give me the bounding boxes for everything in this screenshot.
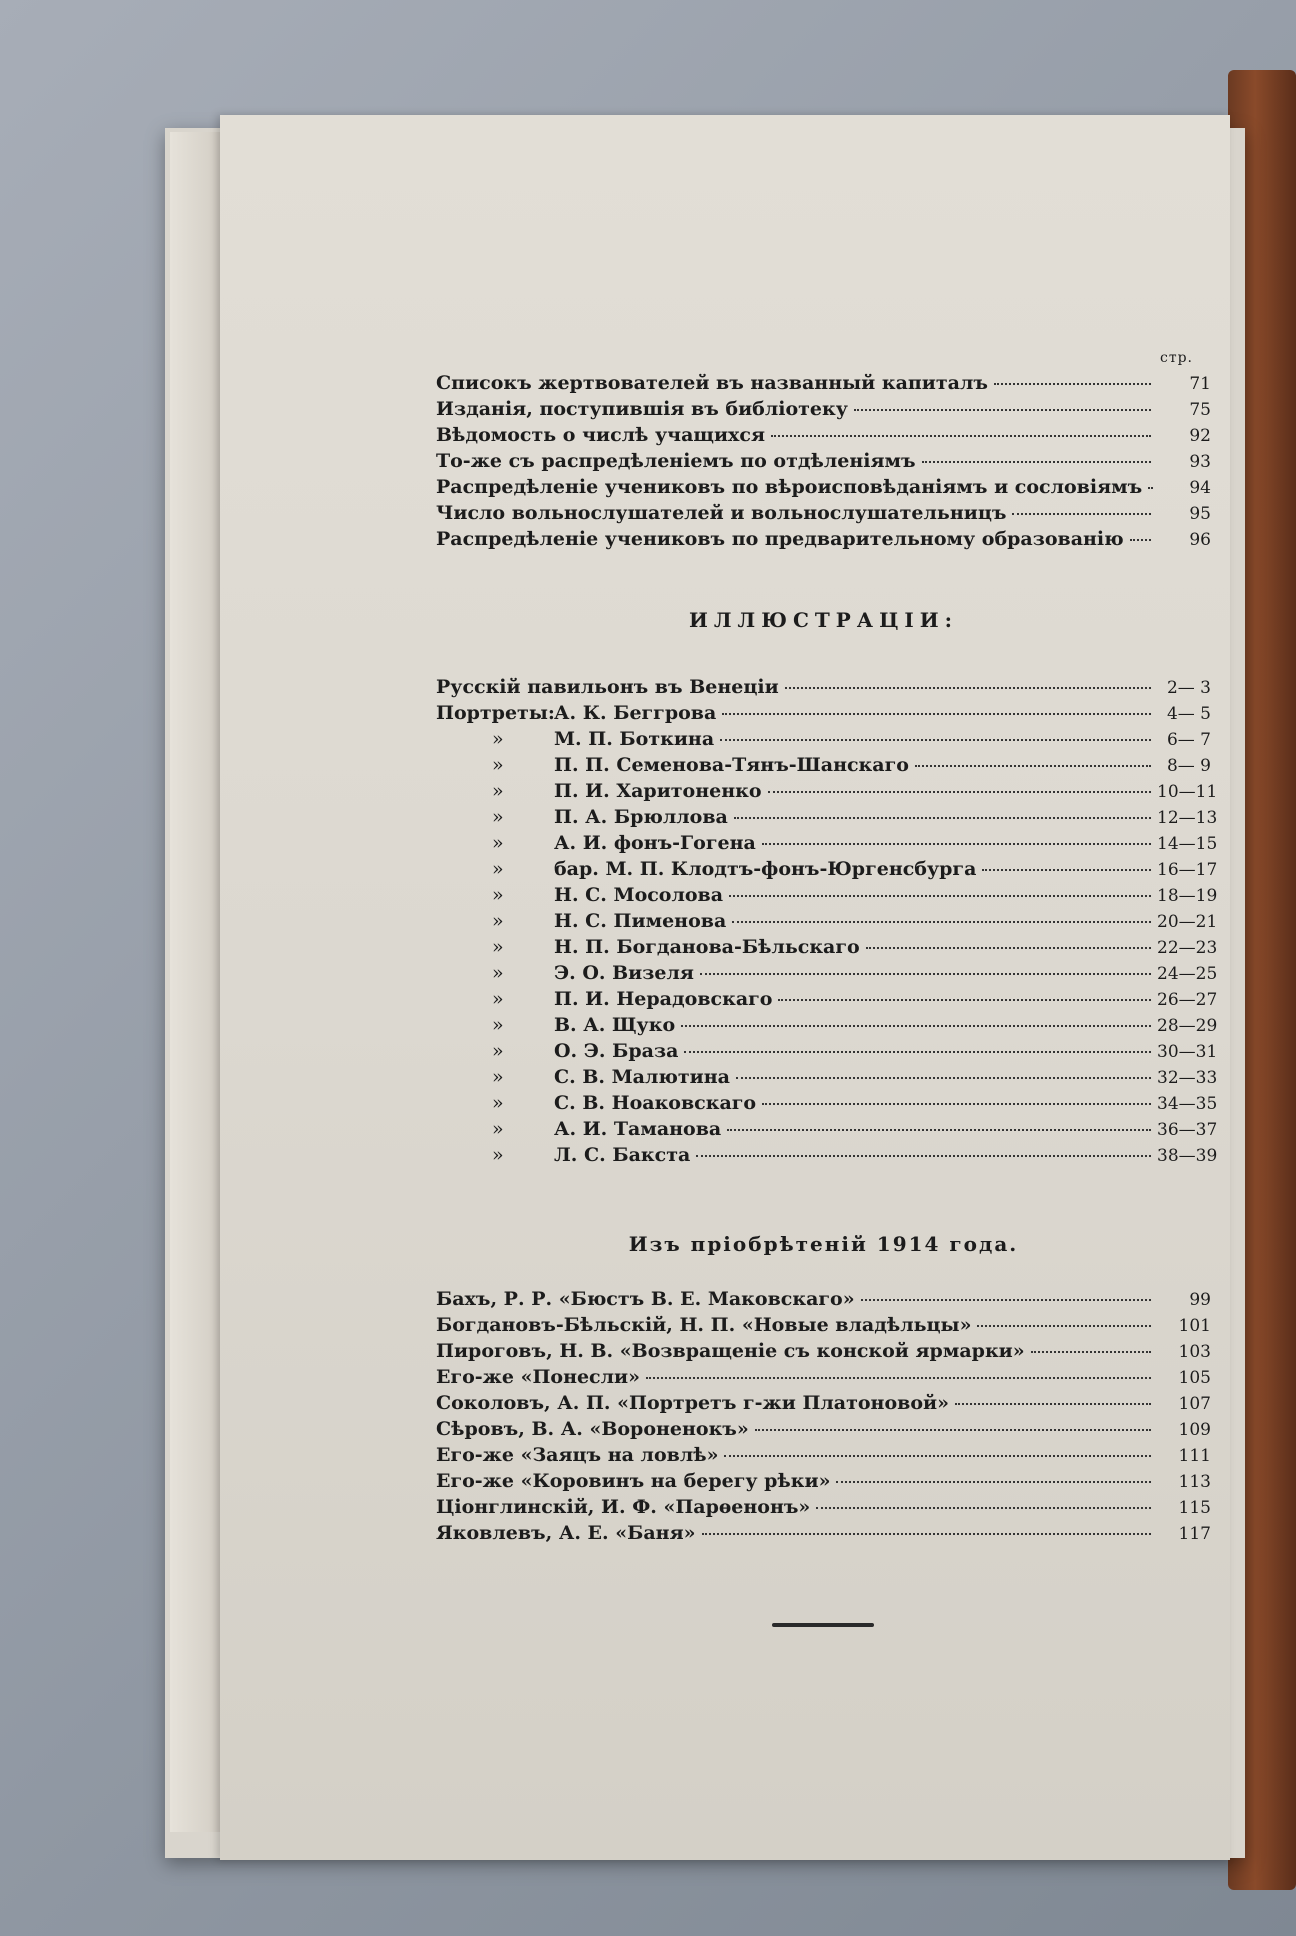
entry-title: Н. С. Пименова [554, 910, 727, 932]
leader-dots [977, 1325, 1151, 1327]
leader-dots [866, 947, 1151, 949]
toc-entry [436, 676, 1211, 702]
entry-title: О. Э. Браза [554, 1040, 679, 1062]
entry-page-number: 93 [1189, 452, 1211, 472]
toc-entry [436, 936, 1218, 962]
toc-entry [436, 1118, 1218, 1144]
entry-title: П. А. Брюллова [554, 806, 728, 828]
leader-dots [755, 1429, 1151, 1431]
entry-title: Бахъ, Р. Р. «Бюстъ В. Е. Маковскаго» [436, 1288, 855, 1310]
leader-dots [955, 1403, 1151, 1405]
entry-title: Яковлевъ, А. Е. «Баня» [436, 1522, 696, 1544]
entry-page-number: 75 [1189, 400, 1211, 420]
entry-prefix: Портреты: [436, 702, 555, 724]
entry-page-number: 92 [1189, 426, 1211, 446]
entry-title: Вѣдомость о числѣ учащихся [436, 424, 765, 446]
toc-entry [436, 1444, 1211, 1470]
leader-dots [982, 869, 1151, 871]
entry-page-number: 28—29 [1157, 1016, 1218, 1036]
leader-dots [722, 713, 1151, 715]
entry-title: бар. М. П. Клодтъ-фонъ-Юргенсбурга [554, 858, 977, 880]
toc-entry [436, 1340, 1211, 1366]
illustrations-list [436, 676, 1218, 1170]
leader-dots [736, 1077, 1151, 1079]
toc-entry [436, 858, 1218, 884]
entry-title: М. П. Боткина [554, 728, 715, 750]
entry-title: Его-же «Понесли» [436, 1366, 640, 1388]
toc-entry [436, 476, 1211, 502]
leader-dots [1148, 487, 1151, 489]
entry-page-number: 111 [1178, 1446, 1211, 1466]
entry-prefix: » [492, 754, 504, 776]
entry-title: П. И. Нерадовскаго [554, 988, 773, 1010]
entry-title: Его-же «Заяцъ на ловлѣ» [436, 1444, 719, 1466]
entry-title: Распредѣленіе учениковъ по вѣроисповѣданіямъ и сословіямъ [436, 476, 1143, 498]
entry-page-number: 34—35 [1157, 1094, 1218, 1114]
leader-dots [681, 1025, 1151, 1027]
entry-title: Пироговъ, Н. В. «Возвращеніе съ конской ярмарки» [436, 1340, 1025, 1362]
entry-page-number: 103 [1178, 1342, 1211, 1362]
entry-page-number: 94 [1189, 478, 1211, 498]
toc-entry [436, 502, 1211, 528]
entry-prefix: » [492, 1144, 504, 1166]
leader-dots [785, 687, 1151, 689]
entry-title: А. И. Таманова [554, 1118, 722, 1140]
entry-page-number: 101 [1178, 1316, 1211, 1336]
entry-page-number: 109 [1178, 1420, 1211, 1440]
contents-list [436, 372, 1211, 554]
table-of-contents [436, 350, 1218, 1548]
entry-page-number: 12—13 [1157, 808, 1218, 828]
toc-entry [436, 1470, 1211, 1496]
entry-title: Ціонглинскій, И. Ф. «Парѳенонъ» [436, 1496, 811, 1518]
leader-dots [816, 1507, 1151, 1509]
entry-prefix: » [492, 988, 504, 1010]
entry-title: С. В. Малютина [554, 1066, 730, 1088]
toc-entry [436, 806, 1218, 832]
entry-page-number: 117 [1178, 1524, 1211, 1544]
entry-page-number: 16—17 [1157, 860, 1218, 880]
leader-dots [702, 1533, 1152, 1535]
entry-page-number: 4— 5 [1166, 704, 1211, 724]
leader-dots [646, 1377, 1151, 1379]
entry-prefix: » [492, 728, 504, 750]
acquisitions-list [436, 1288, 1211, 1548]
entry-page-number: 95 [1189, 504, 1211, 524]
leader-dots [768, 791, 1151, 793]
entry-prefix: » [492, 936, 504, 958]
entry-title: Число вольнослушателей и вольнослушательницъ [436, 502, 1007, 524]
entry-title: Соколовъ, А. П. «Портретъ г-жи Платоновой» [436, 1392, 949, 1414]
toc-entry [436, 962, 1218, 988]
toc-entry [436, 754, 1211, 780]
entry-title: Э. О. Визеля [554, 962, 694, 984]
entry-page-number: 30—31 [1157, 1042, 1218, 1062]
entry-page-number: 38—39 [1157, 1146, 1218, 1166]
entry-prefix: » [492, 832, 504, 854]
toc-entry [436, 398, 1211, 424]
page-column-label: стр. [1160, 350, 1193, 366]
leader-dots [836, 1481, 1151, 1483]
entry-title: Н. П. Богданова-Бѣльскаго [554, 936, 860, 958]
entry-title: А. И. фонъ-Гогена [554, 832, 756, 854]
toc-entry [436, 1288, 1211, 1314]
toc-entry [436, 424, 1211, 450]
leader-dots [700, 973, 1151, 975]
leader-dots [1130, 539, 1151, 541]
entry-title: С. В. Ноаковскаго [554, 1092, 757, 1114]
toc-entry [436, 1522, 1211, 1548]
entry-page-number: 105 [1178, 1368, 1211, 1388]
entry-page-number: 8— 9 [1166, 756, 1211, 776]
entry-prefix: » [492, 1040, 504, 1062]
entry-page-number: 113 [1178, 1472, 1211, 1492]
entry-page-number: 10—11 [1157, 782, 1218, 802]
leader-dots [771, 435, 1151, 437]
illustrations-heading: ИЛЛЮСТРАЦІИ: [688, 608, 959, 632]
entry-title: Сѣровъ, В. А. «Вороненокъ» [436, 1418, 749, 1440]
toc-entry [436, 450, 1211, 476]
entry-page-number: 32—33 [1157, 1068, 1218, 1088]
leader-dots [994, 383, 1151, 385]
entry-prefix: » [492, 780, 504, 802]
leader-dots [1031, 1351, 1151, 1353]
entry-page-number: 18—19 [1157, 886, 1218, 906]
entry-title: Русскій павильонъ въ Венеціи [436, 676, 779, 698]
entry-page-number: 107 [1178, 1394, 1211, 1414]
entry-prefix: » [492, 962, 504, 984]
toc-entry [436, 528, 1211, 554]
toc-entry [436, 728, 1211, 754]
leader-dots [778, 999, 1151, 1001]
entry-prefix: » [492, 1092, 504, 1114]
closing-rule [772, 1623, 874, 1627]
leader-dots [696, 1155, 1151, 1157]
toc-entry [436, 1144, 1218, 1170]
entry-prefix: » [492, 806, 504, 828]
leader-dots [922, 461, 1151, 463]
entry-page-number: 2— 3 [1166, 678, 1211, 698]
entry-page-number: 115 [1178, 1498, 1211, 1518]
entry-title: А. К. Беггрова [554, 702, 717, 724]
entry-prefix: » [492, 1014, 504, 1036]
entry-page-number: 71 [1189, 374, 1211, 394]
leader-dots [720, 739, 1151, 741]
toc-entry [436, 1014, 1218, 1040]
entry-page-number: 20—21 [1157, 912, 1218, 932]
leader-dots [762, 843, 1151, 845]
toc-entry [436, 1392, 1211, 1418]
entry-prefix: » [492, 910, 504, 932]
entry-prefix: » [492, 1118, 504, 1140]
toc-entry [436, 1092, 1218, 1118]
toc-entry [436, 1066, 1218, 1092]
entry-prefix: » [492, 858, 504, 880]
toc-entry [436, 988, 1218, 1014]
entry-title: П. И. Харитоненко [554, 780, 762, 802]
acquisitions-heading: Изъ пріобрѣтеній 1914 года. [628, 1232, 1019, 1256]
toc-entry [436, 1314, 1211, 1340]
entry-title: Н. С. Мосолова [554, 884, 724, 906]
entry-prefix: » [492, 884, 504, 906]
entry-title: Изданія, поступившія въ библіотеку [436, 398, 848, 420]
toc-entry [436, 832, 1218, 858]
entry-page-number: 6— 7 [1166, 730, 1211, 750]
entry-title: Богдановъ-Бѣльскій, Н. П. «Новые владѣльцы» [436, 1314, 972, 1336]
entry-title: Распредѣленіе учениковъ по предварительному образованію [436, 528, 1124, 550]
leader-dots [684, 1051, 1151, 1053]
leader-dots [727, 1129, 1151, 1131]
toc-entry [436, 910, 1218, 936]
entry-title: Л. С. Бакста [554, 1144, 691, 1166]
entry-title: Его-же «Коровинъ на берегу рѣки» [436, 1470, 831, 1492]
entry-title: П. П. Семенова-Тянъ-Шанскаго [554, 754, 909, 776]
leader-dots [734, 817, 1151, 819]
toc-entry [436, 372, 1211, 398]
leader-dots [762, 1103, 1151, 1105]
entry-title: В. А. Щуко [554, 1014, 676, 1036]
entry-page-number: 24—25 [1157, 964, 1218, 984]
toc-entry [436, 884, 1218, 910]
entry-page-number: 36—37 [1157, 1120, 1218, 1140]
entry-title: Списокъ жертвователей въ названный капиталъ [436, 372, 988, 394]
entry-page-number: 99 [1189, 1290, 1211, 1310]
toc-entry [436, 702, 1211, 728]
leader-dots [854, 409, 1151, 411]
leader-dots [724, 1455, 1151, 1457]
toc-entry [436, 1040, 1218, 1066]
entry-title: То-же съ распредѣленіемъ по отдѣленіямъ [436, 450, 916, 472]
leader-dots [1012, 513, 1151, 515]
entry-page-number: 14—15 [1157, 834, 1218, 854]
toc-entry [436, 1496, 1211, 1522]
entry-prefix: » [492, 1066, 504, 1088]
entry-page-number: 26—27 [1157, 990, 1218, 1010]
entry-page-number: 96 [1189, 530, 1211, 550]
toc-entry [436, 1418, 1211, 1444]
leader-dots [915, 765, 1151, 767]
entry-page-number: 22—23 [1157, 938, 1218, 958]
leader-dots [861, 1299, 1151, 1301]
toc-entry [436, 780, 1218, 806]
leader-dots [732, 921, 1151, 923]
toc-entry [436, 1366, 1211, 1392]
leader-dots [729, 895, 1151, 897]
